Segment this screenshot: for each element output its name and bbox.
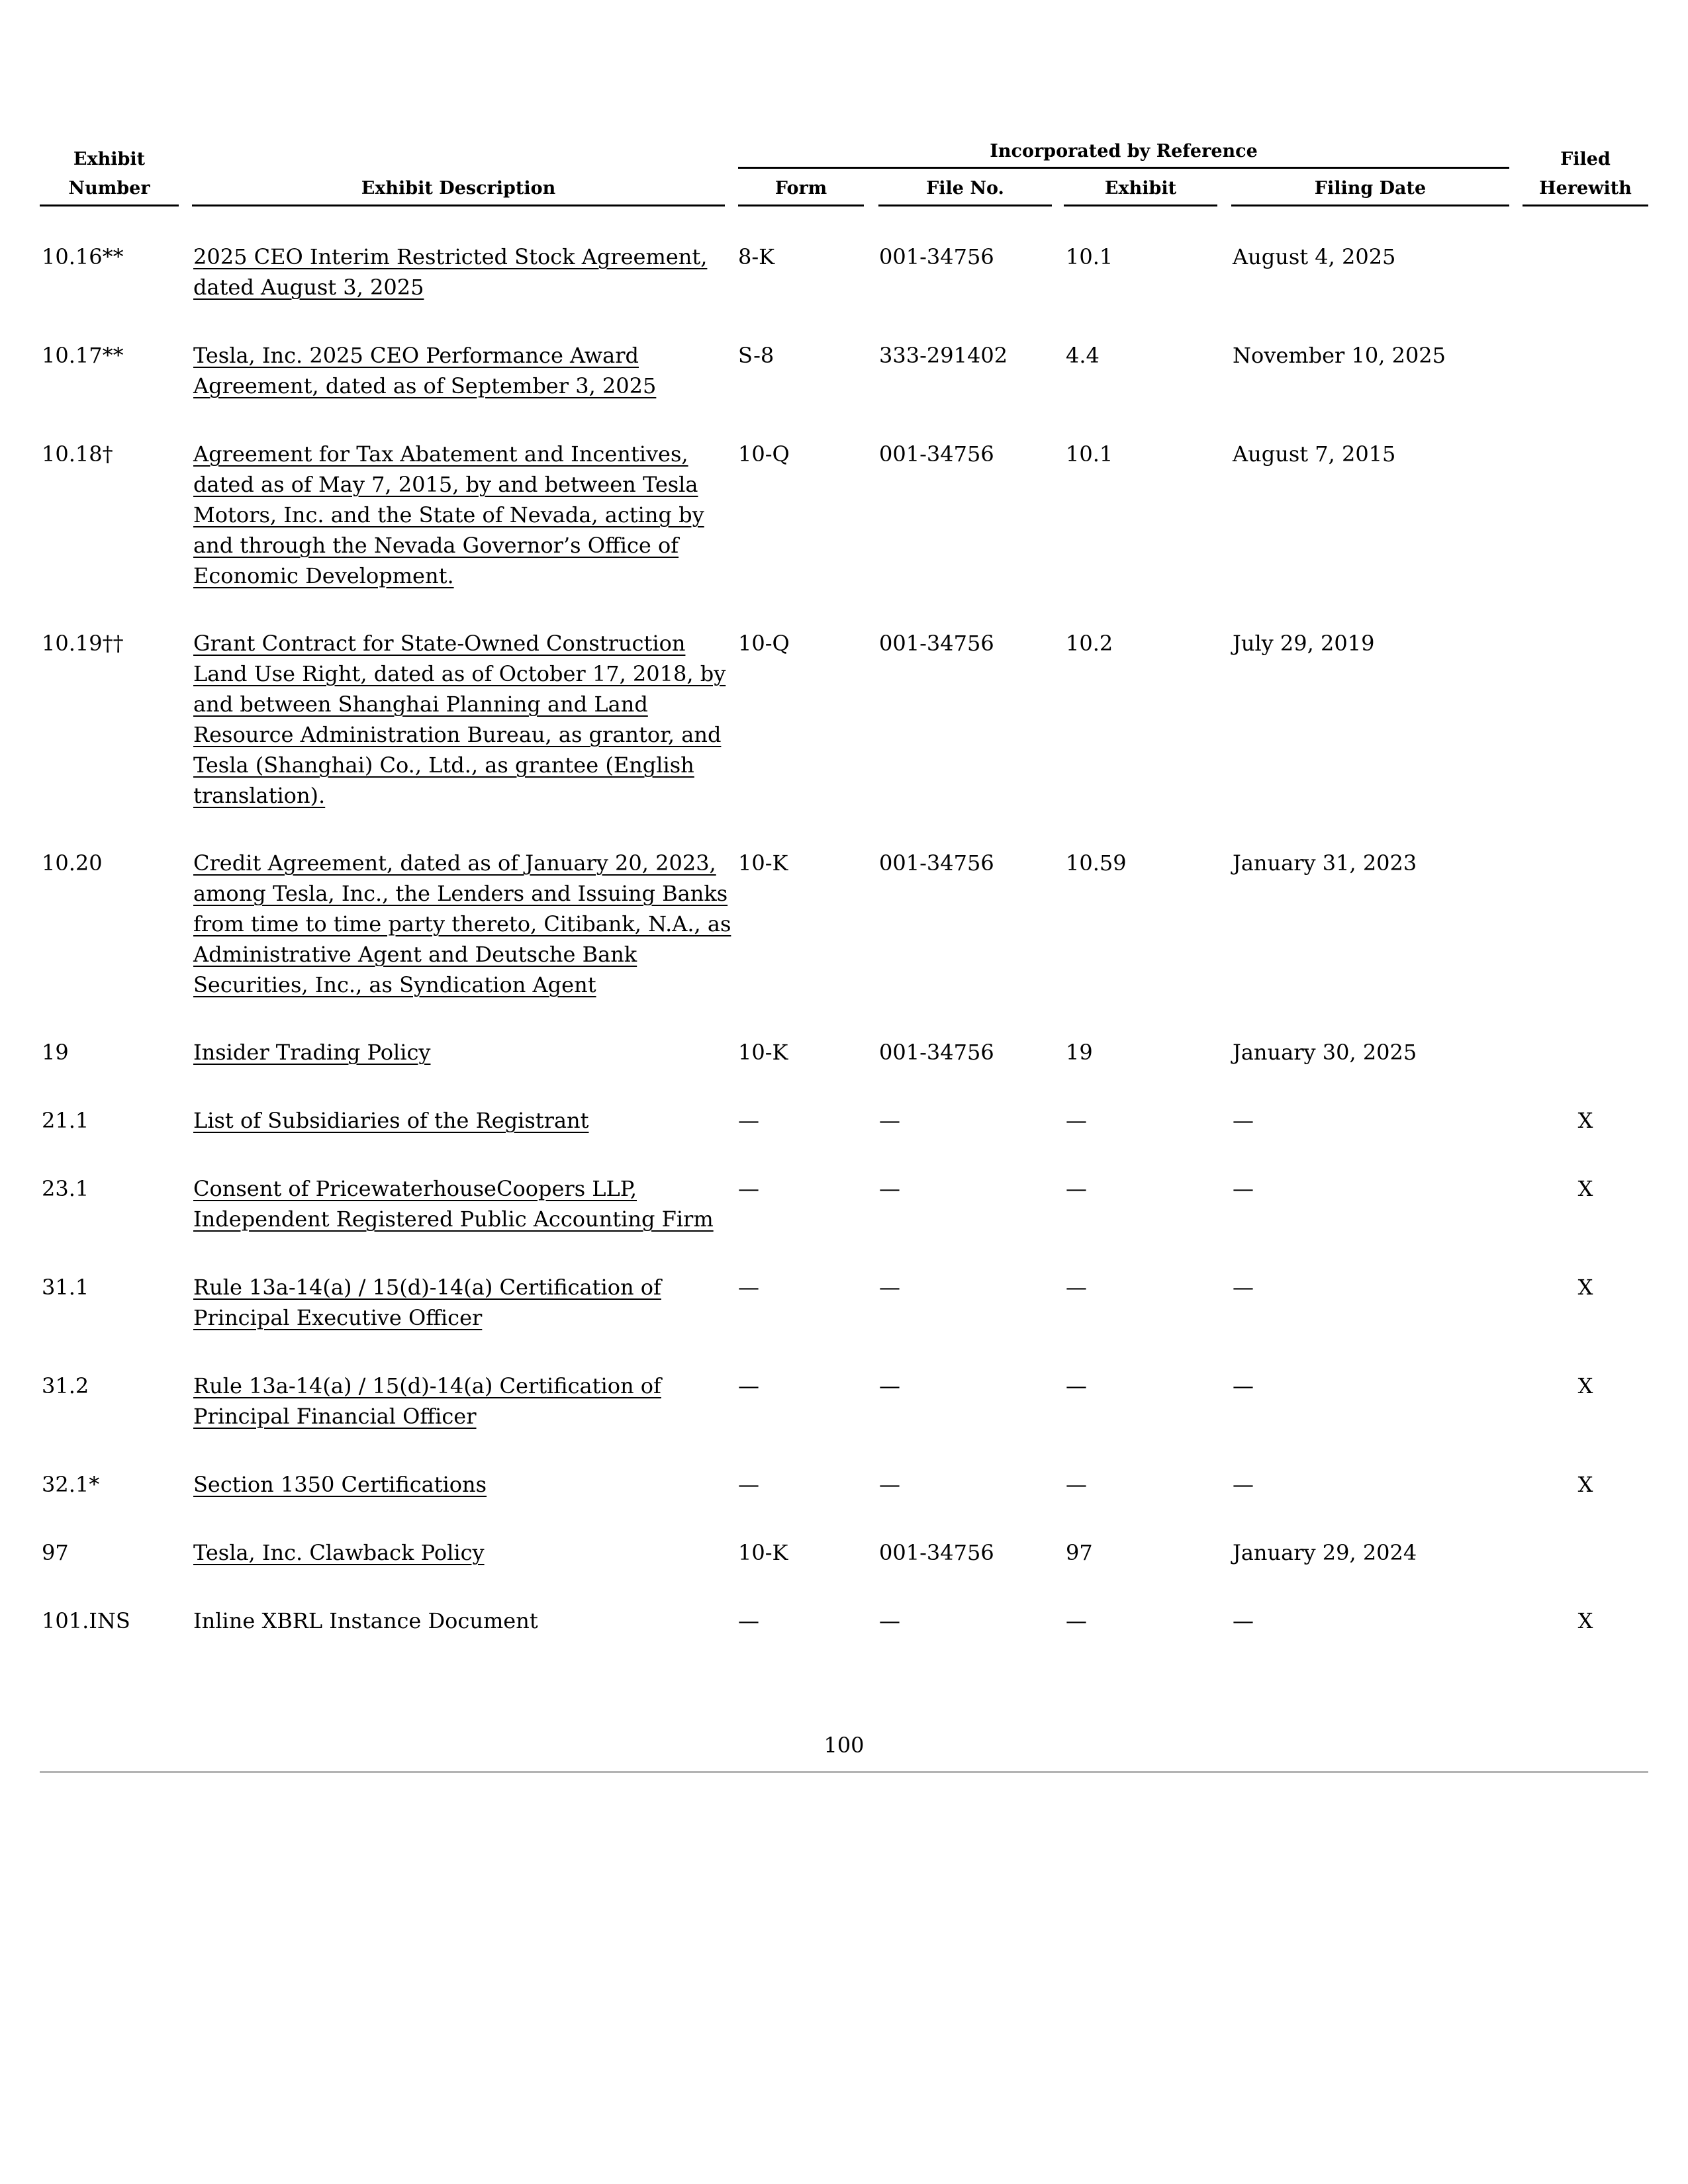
form-value: 8-K: [738, 244, 775, 269]
form-value: —: [738, 1275, 759, 1300]
filing-date-value: —: [1233, 1472, 1254, 1497]
exhibit-number-rule: [40, 205, 179, 206]
description-line: Consent of PricewaterhouseCoopers LLP,: [193, 1176, 637, 1201]
file-no-value: —: [879, 1472, 900, 1497]
header-exhibit-number-line2: Number: [68, 178, 150, 199]
exhibit-number: 10.20: [42, 850, 103, 876]
description-line: Independent Registered Public Accounting Firm: [193, 1206, 714, 1232]
filed-herewith-mark: X: [1577, 1373, 1593, 1398]
header-filed-herewith-line2: Herewith: [1539, 178, 1632, 199]
filed-herewith-mark: X: [1577, 1176, 1593, 1201]
exhibit-description-link[interactable]: [193, 848, 731, 1000]
exhibit-rule: [1064, 205, 1217, 206]
exhibit-value: 10.2: [1066, 631, 1113, 656]
header-exhibit-description: Exhibit Description: [361, 178, 556, 199]
form-value: 10-K: [738, 850, 788, 876]
file-no-value: —: [879, 1373, 900, 1398]
exhibit-number: 21.1: [42, 1108, 89, 1133]
exhibit-value: —: [1066, 1275, 1087, 1300]
description-line: from time to time party thereto, Citibank, N.A., as: [193, 911, 731, 936]
description-line: Principal Financial Officer: [193, 1404, 477, 1429]
form-value: S-8: [738, 343, 774, 368]
file-no-value: —: [879, 1608, 900, 1633]
exhibit-description: [193, 1606, 538, 1636]
exhibit-number: 10.18†: [42, 441, 113, 467]
filing-date-value: January 29, 2024: [1233, 1540, 1417, 1565]
file-no-value: 001-34756: [879, 441, 994, 467]
file-no-value: —: [879, 1108, 900, 1133]
form-value: —: [738, 1108, 759, 1133]
exhibit-value: 97: [1066, 1540, 1093, 1565]
exhibit-description-link[interactable]: [193, 242, 707, 302]
exhibit-description-link[interactable]: [193, 1469, 487, 1500]
form-value: —: [738, 1472, 759, 1497]
description-line: Administrative Agent and Deutsche Bank: [193, 942, 637, 967]
exhibit-value: —: [1066, 1608, 1087, 1633]
exhibit-description-link[interactable]: [193, 1037, 430, 1068]
filed-herewith-mark: X: [1577, 1608, 1593, 1633]
filing-date-value: August 4, 2025: [1233, 244, 1396, 269]
exhibit-number: 23.1: [42, 1176, 89, 1201]
filing-date-value: —: [1233, 1373, 1254, 1398]
description-line: Agreement, dated as of September 3, 2025: [193, 373, 657, 398]
description-line: Grant Contract for State-Owned Construction: [193, 631, 686, 656]
exhibit-description-link[interactable]: [193, 1537, 485, 1568]
exhibit-value: —: [1066, 1176, 1087, 1201]
exhibit-number: 10.16**: [42, 244, 124, 269]
filing-date-value: July 29, 2019: [1233, 631, 1375, 656]
exhibit-value: 10.59: [1066, 850, 1127, 876]
description-line: Land Use Right, dated as of October 17, 2018, by: [193, 661, 726, 686]
header-filing-date: Filing Date: [1314, 178, 1427, 199]
filed-herewith-mark: X: [1577, 1472, 1593, 1497]
exhibit-number: 19: [42, 1040, 69, 1065]
exhibit-value: 10.1: [1066, 244, 1113, 269]
exhibit-description-link[interactable]: [193, 439, 704, 591]
filing-date-value: —: [1233, 1176, 1254, 1201]
exhibit-description-link[interactable]: [193, 628, 726, 811]
description-line: Tesla, Inc. 2025 CEO Performance Award: [193, 343, 639, 368]
exhibit-number: 97: [42, 1540, 69, 1565]
exhibit-number: 31.2: [42, 1373, 89, 1398]
file-no-value: 001-34756: [879, 1040, 994, 1065]
form-value: 10-Q: [738, 631, 790, 656]
description-line: Rule 13a-14(a) / 15(d)-14(a) Certification of: [193, 1275, 661, 1300]
description-line: and between Shanghai Planning and Land: [193, 692, 648, 717]
description-line: Motors, Inc. and the State of Nevada, acting by: [193, 502, 704, 527]
description-line: List of Subsidiaries of the Registrant: [193, 1108, 589, 1133]
page-number: 100: [823, 1733, 865, 1758]
header-incorporated-by-reference: Incorporated by Reference: [990, 141, 1258, 161]
description-line: 2025 CEO Interim Restricted Stock Agreement,: [193, 244, 708, 269]
exhibit-description-link[interactable]: [193, 1272, 661, 1333]
form-rule: [738, 205, 864, 206]
exhibit-number: 31.1: [42, 1275, 89, 1300]
description-line: among Tesla, Inc., the Lenders and Issuing Banks: [193, 881, 728, 906]
form-value: —: [738, 1373, 759, 1398]
exhibit-description-rule: [192, 205, 725, 206]
header-exhibit-number-line1: Exhibit: [73, 149, 146, 169]
description-line: Credit Agreement, dated as of January 20, 2023,: [193, 850, 716, 876]
exhibit-number: 10.17**: [42, 343, 124, 368]
description-line: Inline XBRL Instance Document: [193, 1608, 538, 1633]
footer-divider: [40, 1771, 1648, 1773]
form-value: —: [738, 1176, 759, 1201]
exhibit-number: 101.INS: [42, 1608, 130, 1633]
form-value: 10-Q: [738, 441, 790, 467]
file-no-value: 333-291402: [879, 343, 1008, 368]
exhibit-value: 19: [1066, 1040, 1093, 1065]
description-line: Insider Trading Policy: [193, 1040, 431, 1065]
exhibit-value: —: [1066, 1472, 1087, 1497]
description-line: Tesla, Inc. Clawback Policy: [193, 1540, 485, 1565]
description-line: dated as of May 7, 2015, by and between Tesla: [193, 472, 698, 497]
filed-herewith-mark: X: [1577, 1275, 1593, 1300]
description-line: translation).: [193, 783, 326, 808]
description-line: Securities, Inc., as Syndication Agent: [193, 972, 596, 997]
exhibit-value: 4.4: [1066, 343, 1100, 368]
description-line: Rule 13a-14(a) / 15(d)-14(a) Certification of: [193, 1373, 661, 1398]
file-no-value: 001-34756: [879, 244, 994, 269]
form-value: 10-K: [738, 1540, 788, 1565]
file-no-value: —: [879, 1176, 900, 1201]
description-line: Resource Administration Bureau, as grantor, and: [193, 722, 722, 747]
exhibit-value: 10.1: [1066, 441, 1113, 467]
filing-date-value: November 10, 2025: [1233, 343, 1446, 368]
header-filed-herewith-line1: Filed: [1560, 149, 1611, 169]
header-exhibit: Exhibit: [1104, 178, 1177, 199]
exhibit-number: 32.1*: [42, 1472, 100, 1497]
description-line: and through the Nevada Governor’s Office of: [193, 533, 679, 558]
file-no-rule: [878, 205, 1052, 206]
filed-herewith-rule: [1523, 205, 1648, 206]
file-no-value: —: [879, 1275, 900, 1300]
description-line: Principal Executive Officer: [193, 1305, 483, 1330]
exhibit-value: —: [1066, 1373, 1087, 1398]
form-value: 10-K: [738, 1040, 788, 1065]
exhibit-description-link[interactable]: [193, 1371, 661, 1432]
exhibit-value: —: [1066, 1108, 1087, 1133]
exhibit-description-link[interactable]: [193, 1173, 714, 1234]
file-no-value: 001-34756: [879, 631, 994, 656]
filing-date-value: January 31, 2023: [1233, 850, 1417, 876]
file-no-value: 001-34756: [879, 850, 994, 876]
description-line: Economic Development.: [193, 563, 454, 588]
description-line: Section 1350 Certifications: [193, 1472, 487, 1497]
filed-herewith-mark: X: [1577, 1108, 1593, 1133]
filing-date-value: —: [1233, 1108, 1254, 1133]
header-file-no: File No.: [926, 178, 1004, 199]
file-no-value: 001-34756: [879, 1540, 994, 1565]
description-line: Tesla (Shanghai) Co., Ltd., as grantee (English: [193, 752, 694, 778]
description-line: dated August 3, 2025: [193, 275, 424, 300]
exhibit-description-link[interactable]: [193, 1105, 588, 1136]
filing-date-value: —: [1233, 1608, 1254, 1633]
filing-date-value: January 30, 2025: [1233, 1040, 1417, 1065]
filing-date-rule: [1231, 205, 1509, 206]
exhibit-description-link[interactable]: [193, 340, 656, 401]
exhibit-number: 10.19††: [42, 631, 124, 656]
incorporated-by-reference-rule: [738, 167, 1509, 169]
form-value: —: [738, 1608, 759, 1633]
header-form: Form: [774, 178, 827, 199]
description-line: Agreement for Tax Abatement and Incentives,: [193, 441, 688, 467]
filing-date-value: August 7, 2015: [1233, 441, 1396, 467]
filing-date-value: —: [1233, 1275, 1254, 1300]
